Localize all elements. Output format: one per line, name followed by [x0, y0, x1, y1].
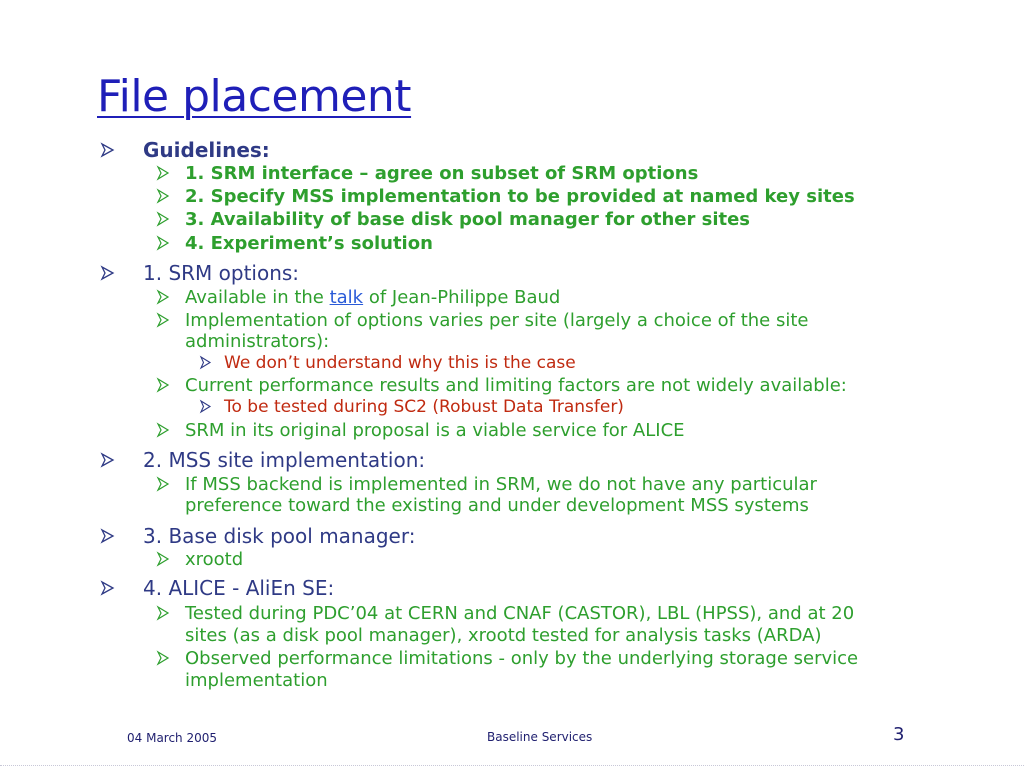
guideline-text: 2. Specify MSS implementation to be provided at named key sites — [185, 186, 855, 207]
mss-line1: If MSS backend is implemented in SRM, we do not have any particular — [185, 474, 817, 495]
mss-line2: preference toward the existing and under development MSS systems — [185, 495, 809, 516]
page-number: 3 — [893, 724, 905, 745]
guideline-text: 3. Availability of base disk pool manager for other sites — [185, 209, 751, 230]
arrow-bullet-icon — [157, 552, 171, 566]
available-suffix: of Jean-Philippe Baud — [363, 287, 561, 308]
arrow-bullet-icon — [100, 528, 116, 544]
guideline-text: 4. Experiment’s solution — [185, 233, 433, 254]
arrow-bullet-icon — [157, 606, 171, 620]
arrow-bullet-icon — [200, 356, 213, 369]
arrow-bullet-icon — [100, 452, 116, 468]
arrow-bullet-icon — [157, 212, 171, 226]
guidelines-heading: Guidelines: — [143, 138, 270, 162]
arrow-bullet-icon — [100, 265, 116, 281]
arrow-bullet-icon — [157, 423, 171, 437]
srm-impl-sub-text: We don’t understand why this is the case — [224, 353, 576, 373]
srm-impl-line1: Implementation of options varies per site (largely a choice of the site — [185, 310, 809, 331]
arrow-bullet-icon — [157, 189, 171, 203]
srm-perf-text: Current performance results and limiting factors are not widely available: — [185, 375, 847, 396]
alice-heading: 4. ALICE - AliEn SE: — [143, 576, 335, 600]
arrow-bullet-icon — [100, 142, 116, 158]
srm-perf-sub-text: To be tested during SC2 (Robust Data Transfer) — [224, 397, 624, 417]
pool-item-text: xrootd — [185, 549, 244, 570]
mss-heading: 2. MSS site implementation: — [143, 448, 426, 472]
talk-link[interactable]: talk — [329, 287, 364, 308]
pool-heading: 3. Base disk pool manager: — [143, 524, 416, 548]
arrow-bullet-icon — [157, 290, 171, 304]
arrow-bullet-icon — [157, 313, 171, 327]
alice-tested-line1: Tested during PDC’04 at CERN and CNAF (CASTOR), LBL (HPSS), and at 20 — [185, 603, 855, 624]
srm-impl-line2: administrators): — [185, 331, 330, 352]
arrow-bullet-icon — [157, 651, 171, 665]
guideline-text: 1. SRM interface – agree on subset of SRM options — [185, 163, 699, 184]
arrow-bullet-icon — [100, 580, 116, 596]
arrow-bullet-icon — [200, 400, 213, 413]
srm-viable-text: SRM in its original proposal is a viable service for ALICE — [185, 420, 685, 441]
slide-title: File placement — [97, 71, 412, 122]
arrow-bullet-icon — [157, 166, 171, 180]
available-prefix: Available in the — [185, 287, 330, 308]
alice-observed-line1: Observed performance limitations - only by the underlying storage service — [185, 648, 859, 669]
bottom-divider — [0, 765, 1024, 766]
arrow-bullet-icon — [157, 236, 171, 250]
alice-tested-line2: sites (as a disk pool manager), xrootd tested for analysis tasks (ARDA) — [185, 625, 822, 646]
footer-date: 04 March 2005 — [127, 731, 218, 745]
srm-available-text — [185, 289, 560, 307]
srm-heading: 1. SRM options: — [143, 261, 300, 285]
alice-observed-line2: implementation — [185, 670, 328, 691]
footer-title: Baseline Services — [487, 730, 593, 744]
arrow-bullet-icon — [157, 378, 171, 392]
arrow-bullet-icon — [157, 477, 171, 491]
